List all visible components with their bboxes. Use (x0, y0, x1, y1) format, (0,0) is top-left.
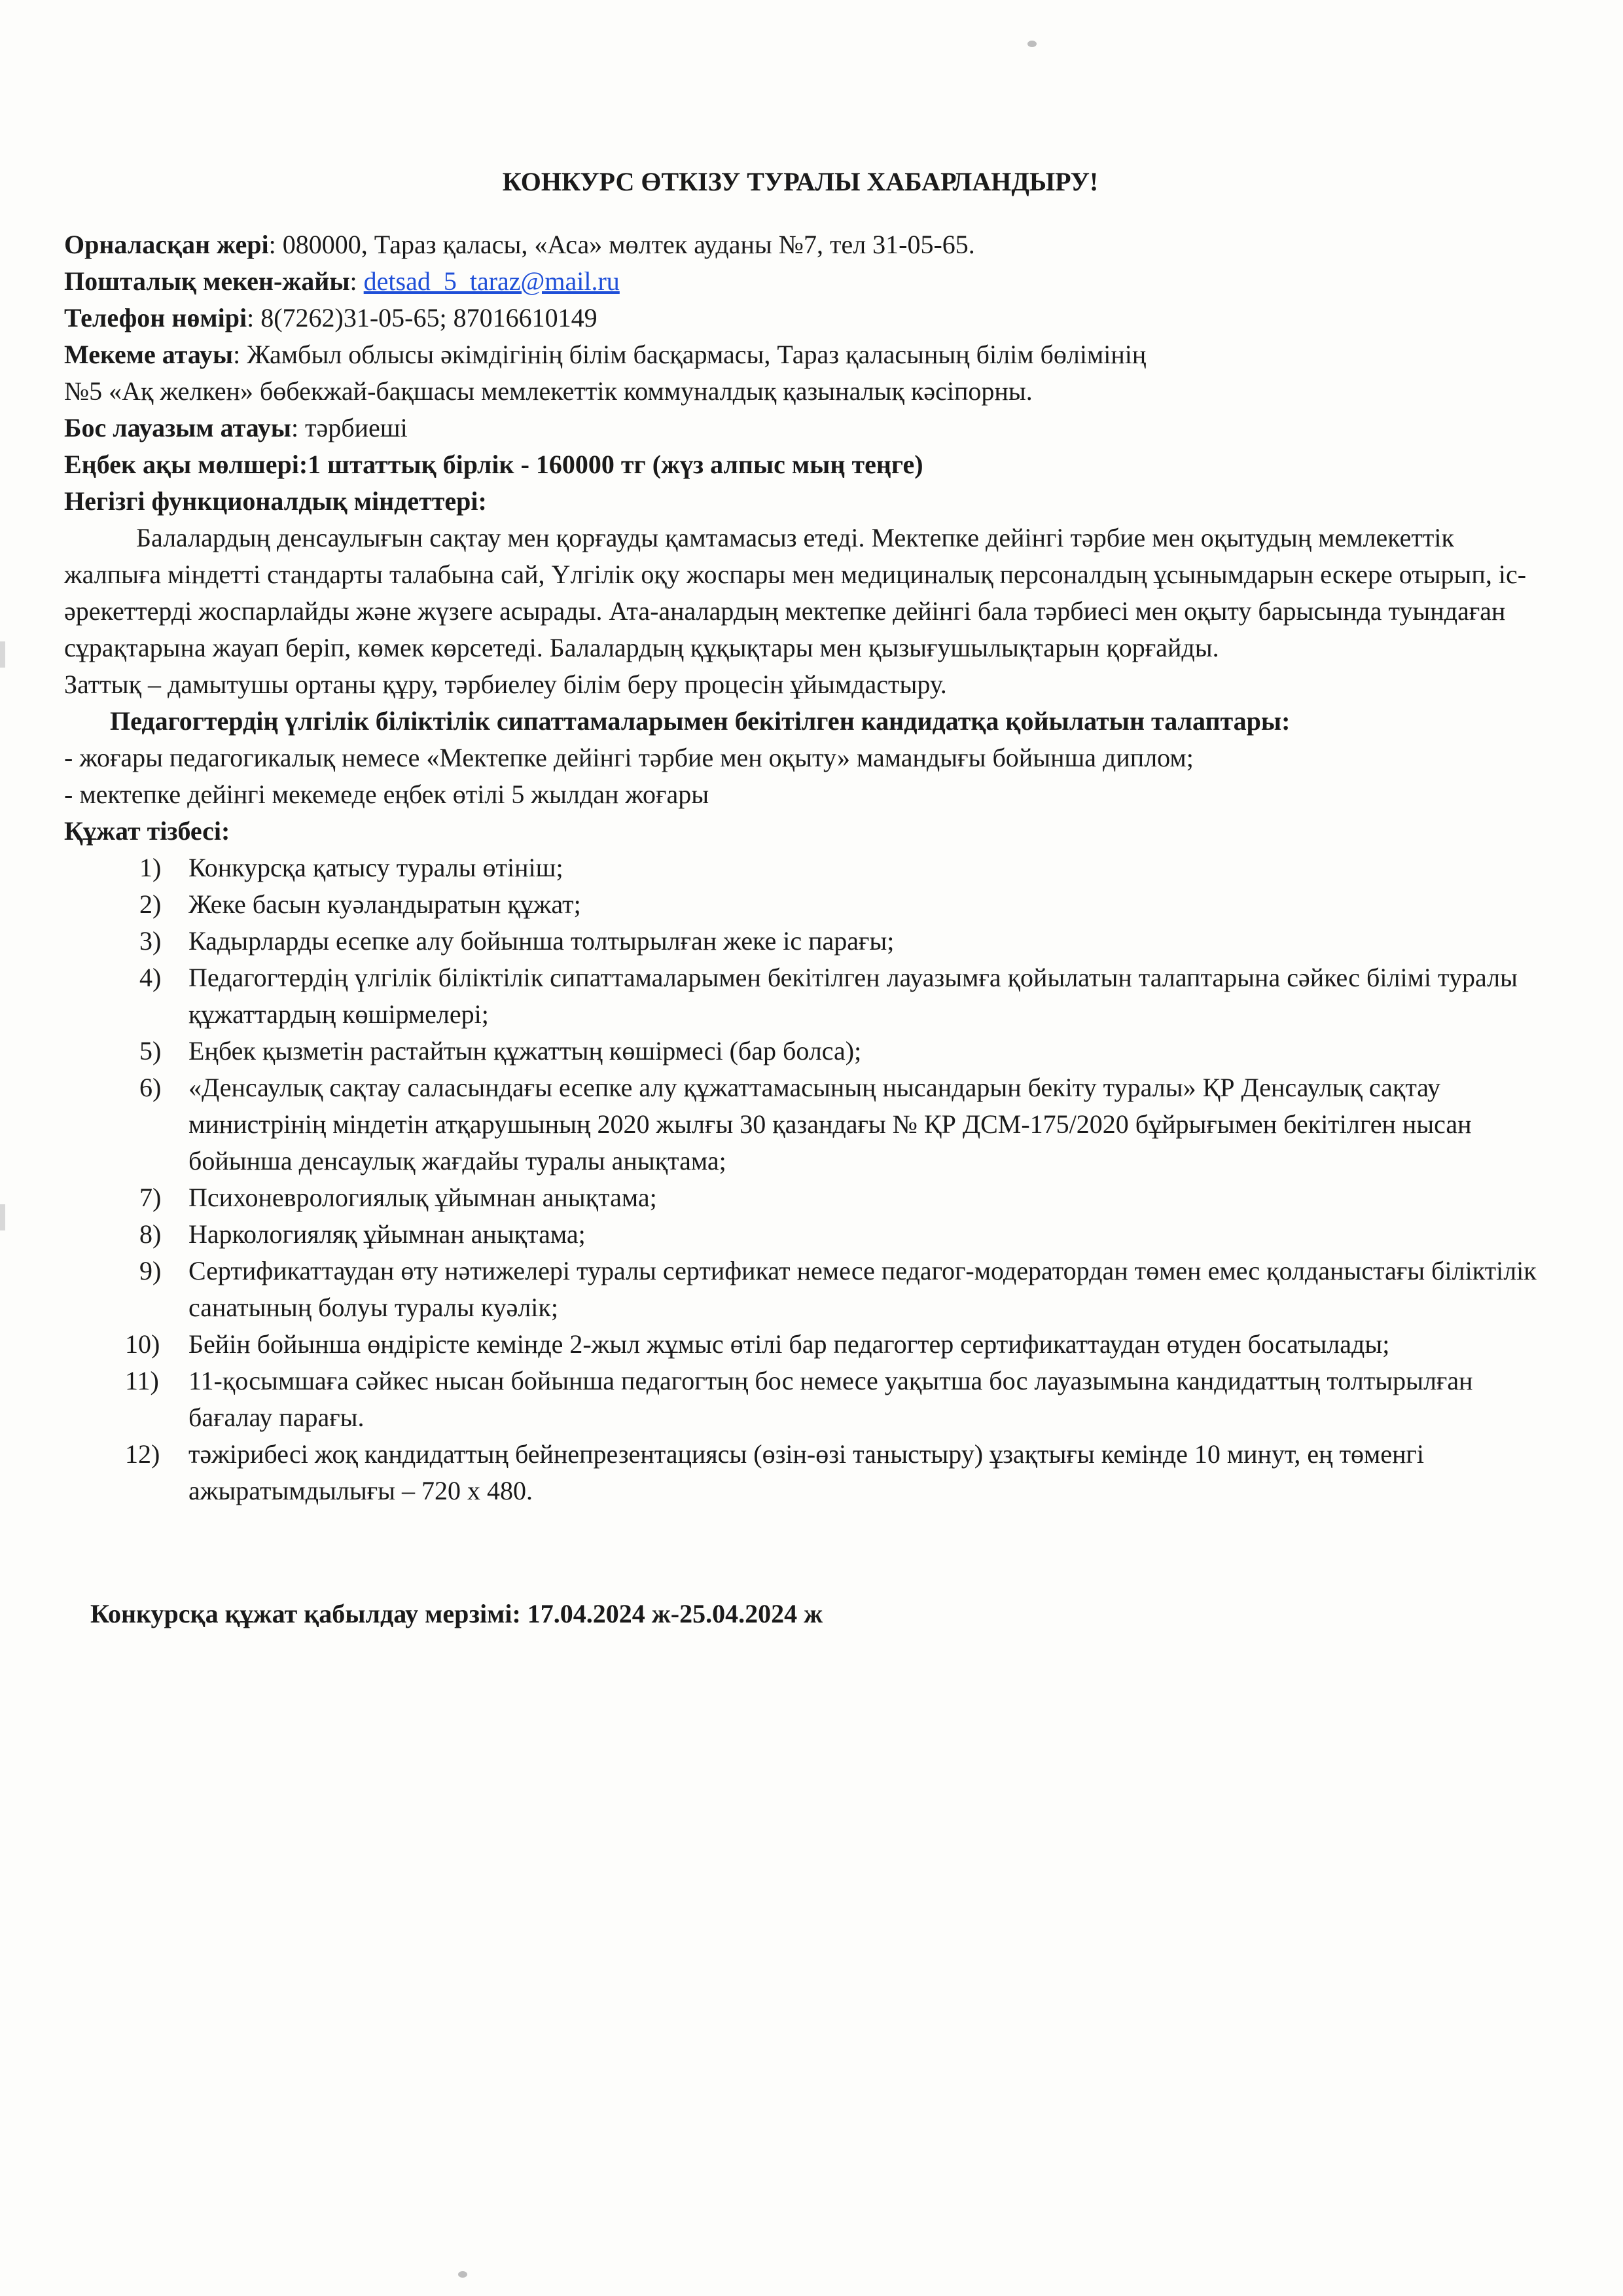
list-item (64, 923, 1537, 960)
list-item-number: 3) (139, 926, 162, 956)
scan-speck (458, 2271, 467, 2278)
salary-line: Еңбек ақы мөлшері:1 штаттық бірлік - 160000 тг (жүз алпыс мың теңге) (64, 450, 923, 479)
list-item-text: Сертификаттаудан өту нәтижелері туралы сертификат немесе педагог-модератордан төмен емес қолданыстағы біліктілік санатының болуы туралы куәлік; (188, 1256, 1537, 1322)
deadline-line: Конкурсқа құжат қабылдау мерзімі: 17.04.2024 ж-25.04.2024 ж (90, 1599, 823, 1628)
documents-list (64, 850, 1537, 1509)
list-item-number: 6) (139, 1073, 162, 1102)
scan-edge-mark (0, 1204, 5, 1230)
phone-line (64, 300, 1537, 336)
list-item (64, 1363, 1537, 1436)
postal-label: Пошталық мекен-жайы (64, 266, 350, 296)
institution-label: Мекеме атауы (64, 340, 234, 369)
list-item-text: Бейін бойынша өндірісте кемінде 2-жыл жұмыс өтілі бар педагогтер сертификаттаудан өтуден босатылады; (188, 1329, 1390, 1359)
duties-heading: Негізгі функционалдық міндеттері: (64, 486, 487, 516)
list-item (64, 1179, 1537, 1216)
list-item (64, 1326, 1537, 1363)
list-item-text: «Денсаулық сақтау саласындағы есепке алу құжаттамасының нысандарын бекіту туралы» ҚР Денсаулық сақтау министрінің міндетін атқарушының 2020 жылғы 30 қазандағы № ҚР ДСМ-175/2020 бұйрығымен бекітілген нысан бойынша денсаулық жағдайы туралы анықтама; (188, 1073, 1472, 1175)
location-value: : 080000, Тараз қаласы, «Аса» мөлтек ауданы №7, тел 31-05-65. (268, 230, 975, 259)
vacancy-line (64, 410, 1537, 446)
scan-edge-mark (0, 641, 5, 668)
list-item-text: Жеке басын куәландыратын құжат; (188, 889, 581, 919)
duties-paragraph-2: Заттық – дамытушы ортаны құру, тәрбиелеу білім беру процесін ұйымдастыру. (64, 670, 947, 699)
list-item-text: Педагогтердің үлгілік біліктілік сипаттамаларымен бекітілген лауазымға қойылатын талаптарына сәйкес білімі туралы құжаттардың көшірмелері; (188, 963, 1518, 1029)
phone-value: : 8(7262)31-05-65; 87016610149 (247, 303, 597, 332)
vacancy-label: Бос лауазым атауы (64, 413, 291, 442)
list-item (64, 1253, 1537, 1326)
email-link[interactable]: detsad_5_taraz@mail.ru (363, 266, 620, 296)
list-item (64, 850, 1537, 886)
list-item-number: 12) (125, 1439, 160, 1469)
requirement-item: - мектепке дейінгі мекемеде еңбек өтілі 5 жылдан жоғары (64, 780, 709, 809)
list-item-number: 2) (139, 889, 162, 919)
list-item (64, 1033, 1537, 1069)
list-item-text: Кадырларды есепке алу бойынша толтырылған жеке іс парағы; (188, 926, 895, 956)
list-item-number: 1) (139, 853, 162, 882)
postal-separator: : (349, 266, 364, 296)
list-item-text: Наркологияляқ ұйымнан анықтама; (188, 1219, 586, 1249)
list-item (64, 960, 1537, 1033)
list-item (64, 1069, 1537, 1179)
list-item-number: 7) (139, 1183, 162, 1212)
duties-paragraph: Балалардың денсаулығын сақтау мен қорғауды қамтамасыз етеді. Мектепке дейінгі тәрбие мен оқытудың мемлекеттік жалпыға міндетті стандарты талабына сай, Үлгілік оқу жоспары мен медициналық персоналдың ұсынымдарын ескере отырып, іс-әрекеттерді жоспарлайды және жүзеге асырады. Ата-аналардың мектепке дейінгі бала тәрбиесі мен оқыту барысында туындаған сұрақтарына жауап беріп, көмек көрсетеді. Балалардың құқықтары мен қызығушылықтарын қорғайды. (64, 523, 1527, 662)
documents-heading: Құжат тізбесі: (64, 816, 230, 846)
institution-value-2: №5 «Ақ желкен» бөбекжай-бақшасы мемлекеттік коммуналдық қазыналық кәсіпорны. (64, 376, 1033, 406)
vacancy-value: : тәрбиеші (291, 413, 408, 442)
institution-value-1: : Жамбыл облысы әкімдігінің білім басқармасы, Тараз қаласының білім бөлімінің (233, 340, 1147, 369)
postal-line (64, 263, 1537, 300)
phone-label: Телефон нөмірі (64, 303, 247, 332)
list-item-number: 4) (139, 963, 162, 992)
list-item-number: 8) (139, 1219, 162, 1249)
list-item (64, 1436, 1537, 1509)
document-title: КОНКУРС ӨТКІЗУ ТУРАЛЫ ХАБАРЛАНДЫРУ! (502, 167, 1099, 196)
location-label: Орналасқан жері (64, 230, 269, 259)
institution-line-2 (64, 373, 1537, 410)
list-item-text: Еңбек қызметін растайтын құжаттың көшірмесі (бар болса); (188, 1036, 862, 1066)
list-item-number: 9) (139, 1256, 162, 1285)
institution-line (64, 336, 1537, 373)
location-line (64, 226, 1537, 263)
list-item (64, 1216, 1537, 1253)
list-item-text: Психоневрологиялық ұйымнан анықтама; (188, 1183, 657, 1212)
list-item-number: 11) (125, 1366, 159, 1395)
scan-speck (1027, 41, 1037, 47)
list-item-text: 11-қосымшаға сәйкес нысан бойынша педагогтың бос немесе уақытша бос лауазымына кандидаттың толтырылған бағалау парағы. (188, 1366, 1473, 1432)
list-item (64, 886, 1537, 923)
requirement-item: - жоғары педагогикалық немесе «Мектепке дейінгі тәрбие мен оқыту» мамандығы бойынша диплом; (64, 743, 1194, 772)
list-item-text: тәжірибесі жоқ кандидаттың бейнепрезентациясы (өзін-өзі таныстыру) ұзақтығы кемінде 10 минут, ең төменгі ажыратымдылығы – 720 x 480. (188, 1439, 1425, 1505)
document-body (64, 164, 1537, 1659)
list-item-number: 5) (139, 1036, 162, 1066)
list-item-text: Конкурсқа қатысу туралы өтініш; (188, 853, 563, 882)
requirements-heading: Педагогтердің үлгілік біліктілік сипаттамаларымен бекітілген кандидатқа қойылатын талаптары: (110, 706, 1291, 736)
list-item-number: 10) (125, 1329, 160, 1359)
